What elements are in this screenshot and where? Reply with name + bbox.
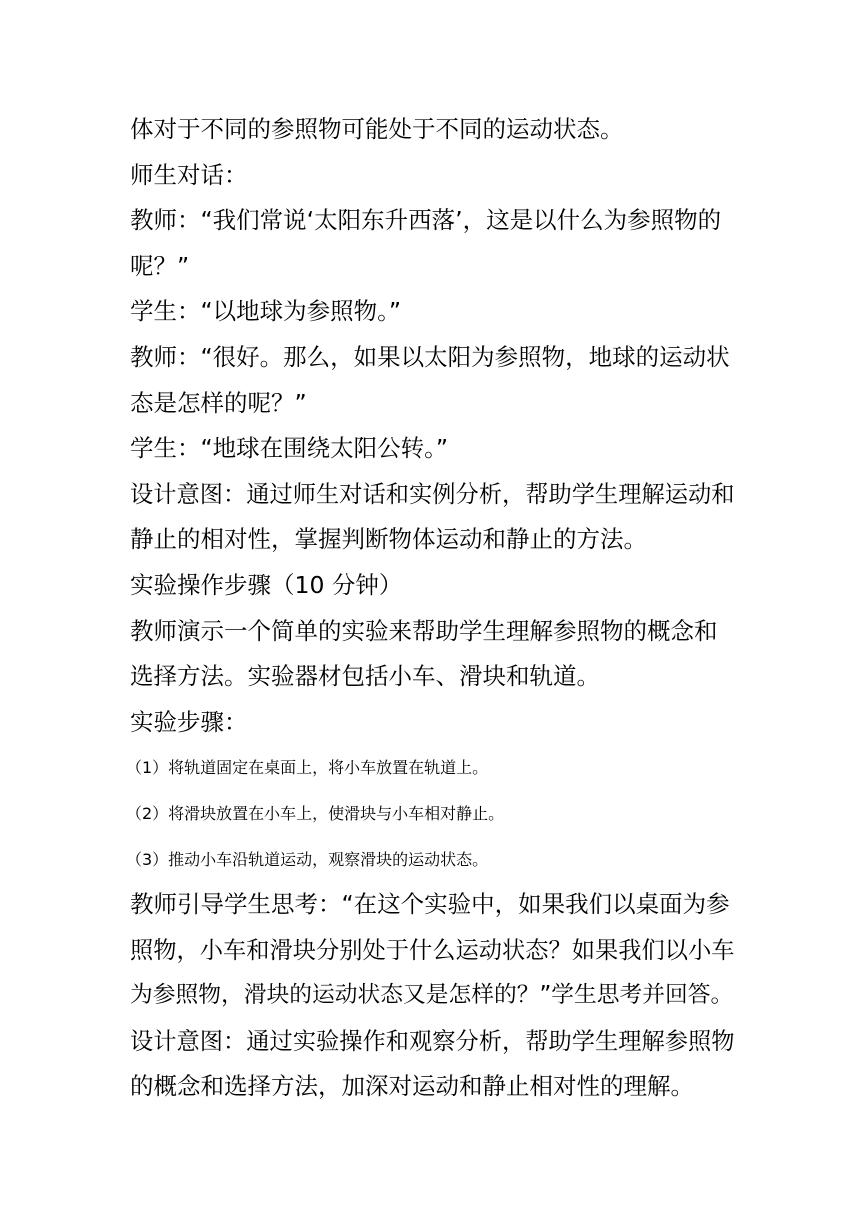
step-item-1: （1）将轨道固定在桌面上，将小车放置在轨道上。: [126, 758, 489, 778]
step-item-2: （2）将滑块放置在小车上，使滑块与小车相对静止。: [126, 803, 505, 823]
text-line: 呢？”: [130, 251, 190, 280]
text-line: 体对于不同的参照物可能处于不同的运动状态。: [130, 115, 624, 143]
text-line: 学生：“地球在围绕太阳公转。”: [130, 434, 449, 463]
section-heading-steps: 实验步骤：: [130, 707, 248, 736]
text-line: 教师演示一个简单的实验来帮助学生理解参照物的概念和: [130, 616, 718, 645]
text-line: 为参照物，滑块的运动状态又是怎样的？”学生思考并回答。: [130, 982, 734, 1009]
text-line: 教师：“很好。那么，如果以太阳为参照物，地球的运动状: [130, 342, 730, 371]
text-line: 静止的相对性，掌握判断物体运动和静止的方法。: [130, 525, 647, 554]
text-line: 的概念和选择方法，加深对运动和静止相对性的理解。: [130, 1072, 694, 1101]
step-item-3: （3）推动小车沿轨道运动，观察滑块的运动状态。: [126, 849, 489, 869]
text-line: 态是怎样的呢？”: [130, 388, 307, 417]
text-line: 设计意图：通过师生对话和实例分析，帮助学生理解运动和: [130, 480, 735, 508]
text-line: 设计意图：通过实验操作和观察分析，帮助学生理解参照物: [130, 1027, 735, 1055]
text-line: 照物，小车和滑块分别处于什么运动状态？如果我们以小车: [130, 936, 735, 964]
text-line: 教师引导学生思考：“在这个实验中，如果我们以桌面为参: [130, 890, 730, 919]
text-line: 选择方法。实验器材包括小车、滑块和轨道。: [130, 662, 600, 691]
document-body: [126, 107, 736, 1110]
section-heading-experiment: 实验操作步骤（10 分钟）: [130, 570, 403, 599]
section-heading-dialogue: 师生对话：: [130, 160, 248, 189]
text-line: 学生：“以地球为参照物。”: [130, 297, 402, 326]
text-line: 教师：“我们常说‘太阳东升西落’，这是以什么为参照物的: [130, 206, 722, 235]
